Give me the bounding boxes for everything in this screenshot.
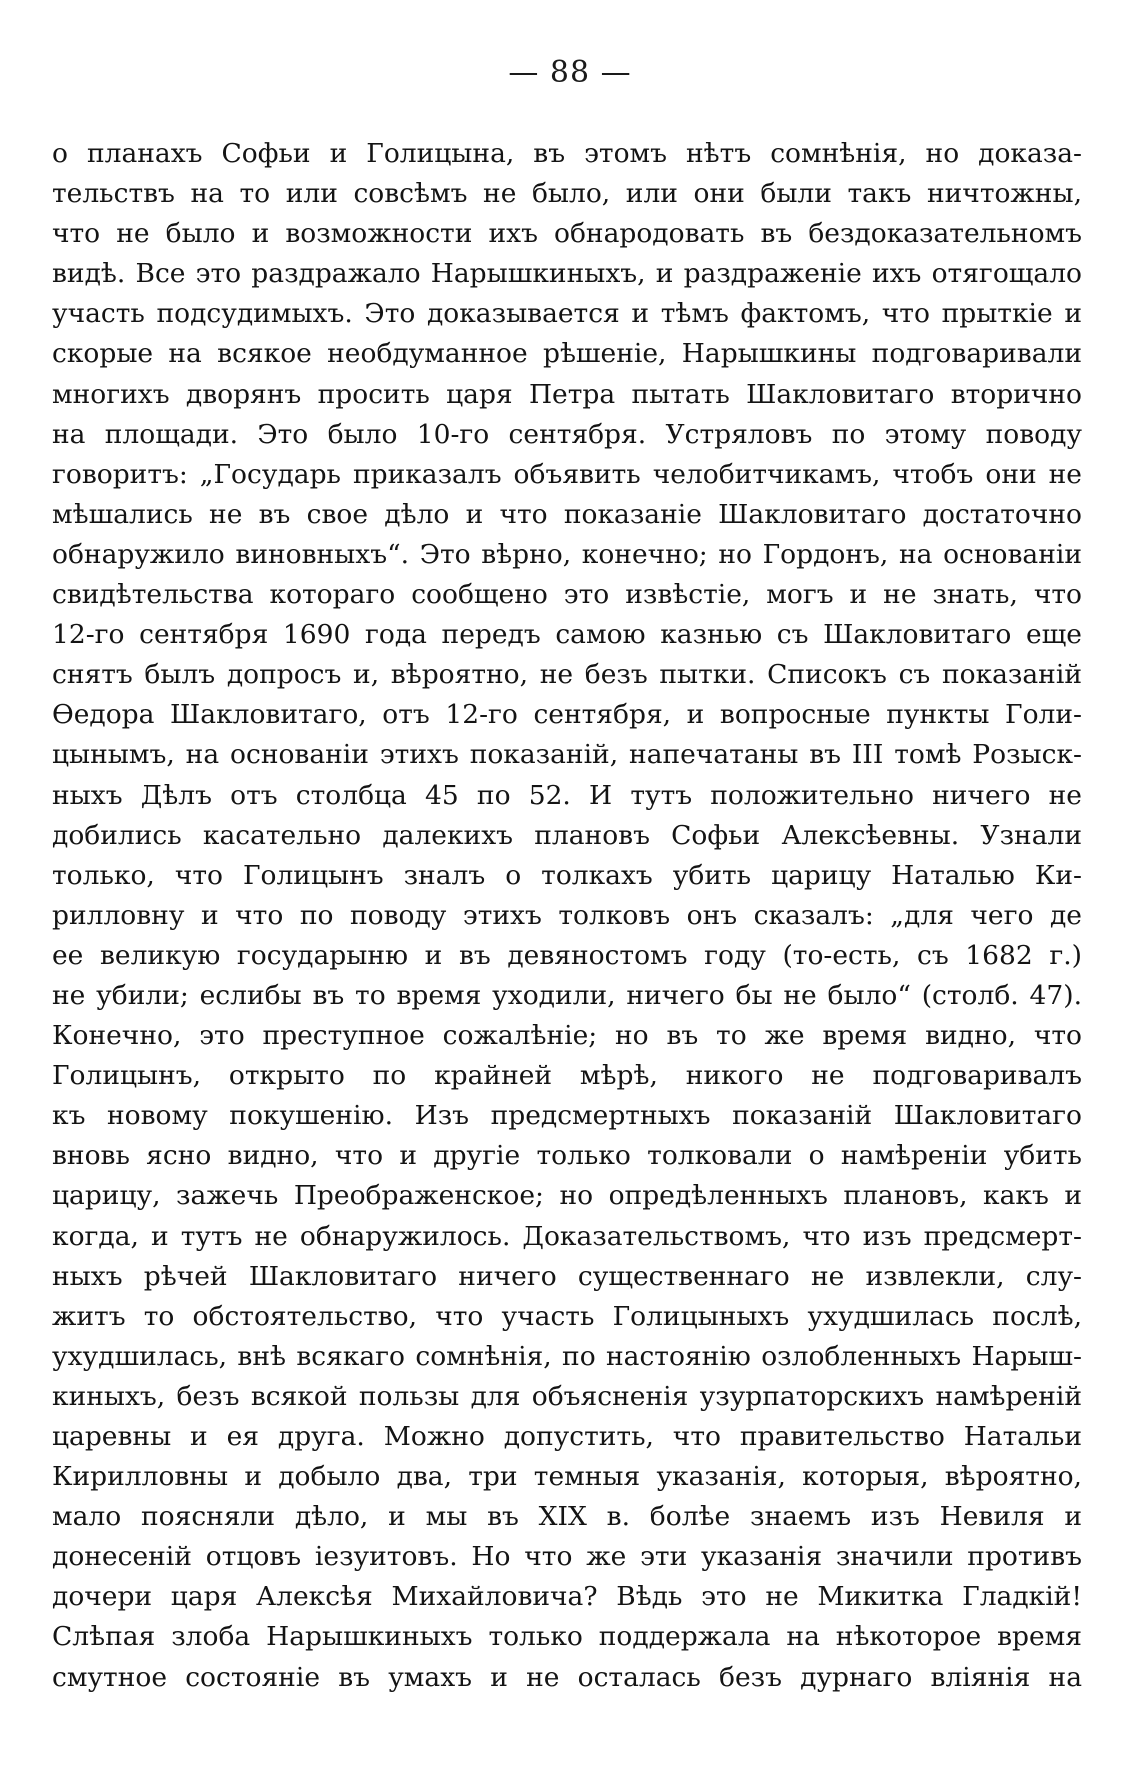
text-line: добились касательно далекихъ плановъ Софьи Алексѣевны. Узнали: [52, 819, 1082, 851]
text-line: ухудшилась, внѣ всякаго сомнѣнія, по настоянію озлобленныхъ Нарыш-: [52, 1340, 1082, 1372]
text-line: видѣ. Все это раздражало Нарышкиныхъ, и раздраженіе ихъ отягощало: [52, 258, 1082, 290]
text-line: Кирилловны и добыло два, три темныя указанія, которыя, вѣроятно,: [52, 1461, 1082, 1493]
text-line: киныхъ, безъ всякой пользы для объясненія узурпаторскихъ намѣреній: [52, 1380, 1082, 1412]
text-line: царевны и ея друга. Можно допустить, что правительство Натальи: [52, 1421, 1082, 1452]
text-line: только, что Голицынъ зналъ о толкахъ убить царицу Наталью Ки-: [52, 859, 1082, 891]
text-line: царицу, зажечь Преображенское; но опредѣленныхъ плановъ, какъ и: [52, 1180, 1082, 1212]
text-line: цынымъ, на основаніи этихъ показаній, напечатаны въ III томѣ Розыск-: [52, 739, 1082, 771]
text-line: скорые на всякое необдуманное рѣшеніе, Нарышкины подговаривали: [52, 338, 1082, 370]
text-line: Конечно, это преступное сожалѣніе; но въ то же время видно, что: [52, 1020, 1082, 1052]
text-line: мѣшались не въ свое дѣло и что показаніе Шакловитаго достаточно: [52, 498, 1082, 530]
text-line: снятъ былъ допросъ и, вѣроятно, не безъ пытки. Списокъ съ показаній: [52, 659, 1082, 691]
text-line: Ѳедора Шакловитаго, отъ 12-го сентября, и вопросные пункты Голи-: [52, 699, 1082, 731]
text-line: мало поясняли дѣло, и мы въ XIX в. болѣе знаемъ изъ Невиля и: [52, 1501, 1082, 1533]
text-line: 12-го сентября 1690 года передъ самою казнью съ Шакловитаго еще: [52, 619, 1082, 651]
text-line: Слѣпая злоба Нарышкиныхъ только поддержала на нѣкоторое время: [52, 1621, 1082, 1653]
text-line: донесеній отцовъ іезуитовъ. Но что же эти указанія значили противъ: [52, 1541, 1082, 1573]
text-line: Голицынъ, открыто по крайней мѣрѣ, никого не подговаривалъ: [52, 1060, 1082, 1092]
body-text: [52, 134, 1082, 1698]
text-line: житъ то обстоятельство, что участь Голицыныхъ ухудшилась послѣ,: [52, 1300, 1082, 1332]
text-line: рилловну и что по поводу этихъ толковъ онъ сказалъ: „для чего де: [52, 899, 1082, 931]
text-line: ныхъ рѣчей Шакловитаго ничего существеннаго не извлекли, слу-: [52, 1260, 1082, 1292]
text-line: многихъ дворянъ просить царя Петра пытать Шакловитаго вторично: [52, 378, 1082, 410]
text-line: смутное состояніе въ умахъ и не осталась безъ дурнаго вліянія на: [52, 1661, 1082, 1693]
text-line: свидѣтельства котораго сообщено это извѣстіе, могъ и не знать, что: [52, 579, 1082, 611]
text-line: о планахъ Софьи и Голицына, въ этомъ нѣтъ сомнѣнія, но доказа-: [52, 138, 1082, 169]
text-line: ее великую государыню и въ девяностомъ году (то-есть, съ 1682 г.): [52, 939, 1082, 971]
text-line: на площади. Это было 10-го сентября. Устряловъ по этому поводу: [52, 418, 1082, 450]
text-line: вновь ясно видно, что и другіе только толковали о намѣреніи убить: [52, 1140, 1082, 1172]
text-line: тельствъ на то или совсѣмъ не было, или они были такъ ничтожны,: [52, 178, 1082, 210]
text-line: не убили; еслибы въ то время уходили, ничего бы не было“ (столб. 47).: [52, 979, 1082, 1011]
text-line: ныхъ Дѣлъ отъ столбца 45 по 52. И тутъ положительно ничего не: [52, 779, 1082, 811]
text-line: дочери царя Алексѣя Михайловича? Вѣдь это не Микитка Гладкій!: [52, 1581, 1082, 1613]
text-line: что не было и возможности ихъ обнародовать въ бездоказательномъ: [52, 218, 1082, 250]
text-line: обнаружило виновныхъ“. Это вѣрно, конечно; но Гордонъ, на основаніи: [52, 538, 1082, 570]
text-line: участь подсудимыхъ. Это доказывается и тѣмъ фактомъ, что прыткіе и: [52, 298, 1082, 330]
text-line: когда, и тутъ не обнаружилось. Доказательствомъ, что изъ предсмерт-: [52, 1220, 1082, 1252]
text-line: къ новому покушенію. Изъ предсмертныхъ показаній Шакловитаго: [52, 1100, 1082, 1132]
text-line: говоритъ: „Государь приказалъ объявить челобитчикамъ, чтобъ они не: [52, 458, 1082, 490]
page-number: — 88 —: [508, 55, 632, 90]
